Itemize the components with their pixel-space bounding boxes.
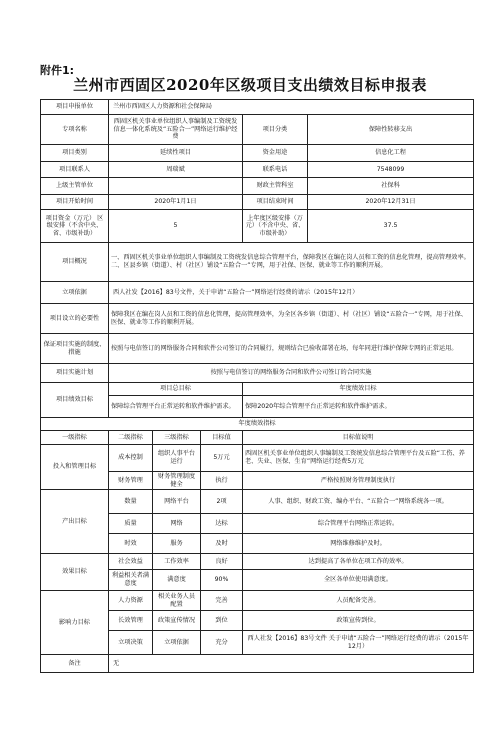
label-end: 项目结束时间 <box>243 195 308 210</box>
label-contact: 项目联系人 <box>41 162 109 178</box>
value-category: 保障性转移支出 <box>308 115 474 145</box>
value-remark: 无 <box>109 655 474 673</box>
table-cell: 执行 <box>201 472 243 490</box>
value-type: 延续性项目 <box>109 145 243 162</box>
attachment-label: 附件1: <box>40 64 75 77</box>
performance-target-table <box>40 99 474 673</box>
label-input: 投入和管理目标 <box>41 445 109 490</box>
table-cell: 人员配备完善。 <box>243 591 474 611</box>
value-overview: 一、西固区机关事业单位组织人事编制及工资统发信息综合管理平台，保障我区在编在岗人员和工资的信息化管理，提高管理效率。二、区县乡镇（街道）、村（社区）铺设“五险合一”专网，用于社保、医保、就业等工作的顺利开展。 <box>109 243 474 282</box>
label-overview: 项目概况 <box>41 243 109 282</box>
table-cell: 工作效率 <box>153 554 201 570</box>
value-phone: 7548099 <box>308 162 474 178</box>
value-unit: 兰州市西固区人力资源和社会保障局 <box>109 100 474 115</box>
value-end: 2020年12月31日 <box>308 195 474 210</box>
table-cell: 完善 <box>201 591 243 611</box>
target-left: 保障综合管理平台正常运转和软件维护需求。 <box>109 396 243 418</box>
table-cell: 相关业务人员配置 <box>153 591 201 611</box>
table-cell: 长效管理 <box>109 611 153 631</box>
table-cell: 财务管理制度健全 <box>153 472 201 490</box>
table-cell: 及时 <box>201 534 243 554</box>
label-category: 项目分类 <box>243 115 308 145</box>
page-title: 兰州市西固区2020年区级项目支出绩效目标申报表 <box>73 76 427 94</box>
indicator-section-header: 年度绩效指标 <box>41 418 474 431</box>
table-cell: 西人社发【2016】83号文件 关于申请“五险合一”网络运行经费的请示（2015年12月） <box>243 631 474 655</box>
label-finance: 财政主管科室 <box>243 178 308 195</box>
value-contact: 周瑞斌 <box>109 162 243 178</box>
header-value: 目标值 <box>201 431 243 445</box>
label-target: 项目绩效目标 <box>41 383 109 418</box>
target-left-header: 项目总目标 <box>109 383 243 396</box>
table-cell: 网络平台 <box>153 490 201 514</box>
label-phone: 联系电话 <box>243 162 308 178</box>
table-cell: 西固区机关事业单位组织人事编制及工资统发信息综合管理平台及五险“工伤、养老、失业、医保、生育”网络运行经费5万元 <box>243 445 474 472</box>
table-cell: 严格按照财务管理制度执行 <box>243 472 474 490</box>
header-level1: 一级指标 <box>41 431 109 445</box>
table-cell: 数量 <box>109 490 153 514</box>
value-funds: 5 <box>109 210 243 243</box>
table-cell: 网络维修维护及时。 <box>243 534 474 554</box>
label-impact: 影响力目标 <box>41 591 109 655</box>
header-desc: 目标值说明 <box>243 431 474 445</box>
table-cell: 立项决策 <box>109 631 153 655</box>
label-effect: 效果目标 <box>41 554 109 591</box>
table-cell: 5万元 <box>201 445 243 472</box>
table-cell: 成本控制 <box>109 445 153 472</box>
table-cell: 人事、组织、财政工资、编办平台、“五险合一”网络系统各一项。 <box>243 490 474 514</box>
label-basis: 立项依据 <box>41 282 109 304</box>
label-unit: 项目申报单位 <box>41 100 109 115</box>
value-usage: 信息化工程 <box>308 145 474 162</box>
label-plan: 项目实施计划 <box>41 364 109 383</box>
table-cell: 充分 <box>201 631 243 655</box>
table-cell: 2项 <box>201 490 243 514</box>
table-cell: 到位 <box>201 611 243 631</box>
table-cell: 网络 <box>153 514 201 534</box>
value-dept: 西固区机关事业单位组织人事编制及工资统发信息一体化系统及“五险合一”网络运行维护经费 <box>109 115 243 145</box>
table-cell: 达到提高了各单位在项工作的效率。 <box>243 554 474 570</box>
label-superior: 上级主管单位 <box>41 178 109 195</box>
table-cell: 服务 <box>153 534 201 554</box>
header-level3: 三级指标 <box>153 431 201 445</box>
table-cell: 组织人事平台运行 <box>153 445 201 472</box>
label-remark: 备注 <box>41 655 109 673</box>
value-start: 2020年1月1日 <box>109 195 243 210</box>
table-cell: 全区各单位使用满意度。 <box>243 570 474 591</box>
table-cell: 社会效益 <box>109 554 153 570</box>
value-measures: 按照与电信签订的网络服务合同和软件公司签订的合同履行，规则结合已验收部署在场，每年同进行维护保障专网的正常运用。 <box>109 334 474 364</box>
table-cell: 人力资源 <box>109 591 153 611</box>
label-last-year: 上年度区级安排（万元）（不含中央、省、市级补助） <box>243 210 308 243</box>
label-output: 产出目标 <box>41 490 109 554</box>
label-start: 项目开始时间 <box>41 195 109 210</box>
value-basis: 西人社发【2016】83号文件，关于申请“五险合一”网络运行经费的请示（2015年12月） <box>109 282 474 304</box>
value-last-year: 37.5 <box>308 210 474 243</box>
table-cell: 90% <box>201 570 243 591</box>
label-usage: 资金用途 <box>243 145 308 162</box>
table-cell: 政策宣传到位。 <box>243 611 474 631</box>
table-cell: 满意度 <box>153 570 201 591</box>
value-necessity: 保障我区在编在岗人员和工资的信息化管理，提高管理效率，为全区各乡镇（街道）、村（社区）铺设“五险合一”专网，用于社保、医保、就业等工作的顺利开展。 <box>109 304 474 334</box>
table-cell: 时效 <box>109 534 153 554</box>
table-cell: 立项依据 <box>153 631 201 655</box>
label-type: 项目类别 <box>41 145 109 162</box>
table-cell: 质量 <box>109 514 153 534</box>
value-finance: 社保科 <box>308 178 474 195</box>
label-measures: 保证项目实施的制度、措施 <box>41 334 109 364</box>
table-cell: 利益相关者满意度 <box>109 570 153 591</box>
target-right-header: 年度绩效目标 <box>243 383 474 396</box>
table-cell: 政策宣传情况 <box>153 611 201 631</box>
label-necessity: 项目设立的必要性 <box>41 304 109 334</box>
table-cell: 良好 <box>201 554 243 570</box>
table-cell: 达标 <box>201 514 243 534</box>
table-cell: 财务管理 <box>109 472 153 490</box>
table-cell: 综合管理平台网络正常运转。 <box>243 514 474 534</box>
target-right: 保障2020年综合管理平台正常运转和软件维护需求。 <box>243 396 474 418</box>
label-dept: 专项名称 <box>41 115 109 145</box>
value-plan: 按照与电信签订的网络服务合同和软件公司签订的合同实施 <box>109 364 474 383</box>
value-superior <box>109 178 243 195</box>
header-level2: 二级指标 <box>109 431 153 445</box>
label-funds: 项目资金（万元） 区级安排（不含中央、省、市级补助） <box>41 210 109 243</box>
